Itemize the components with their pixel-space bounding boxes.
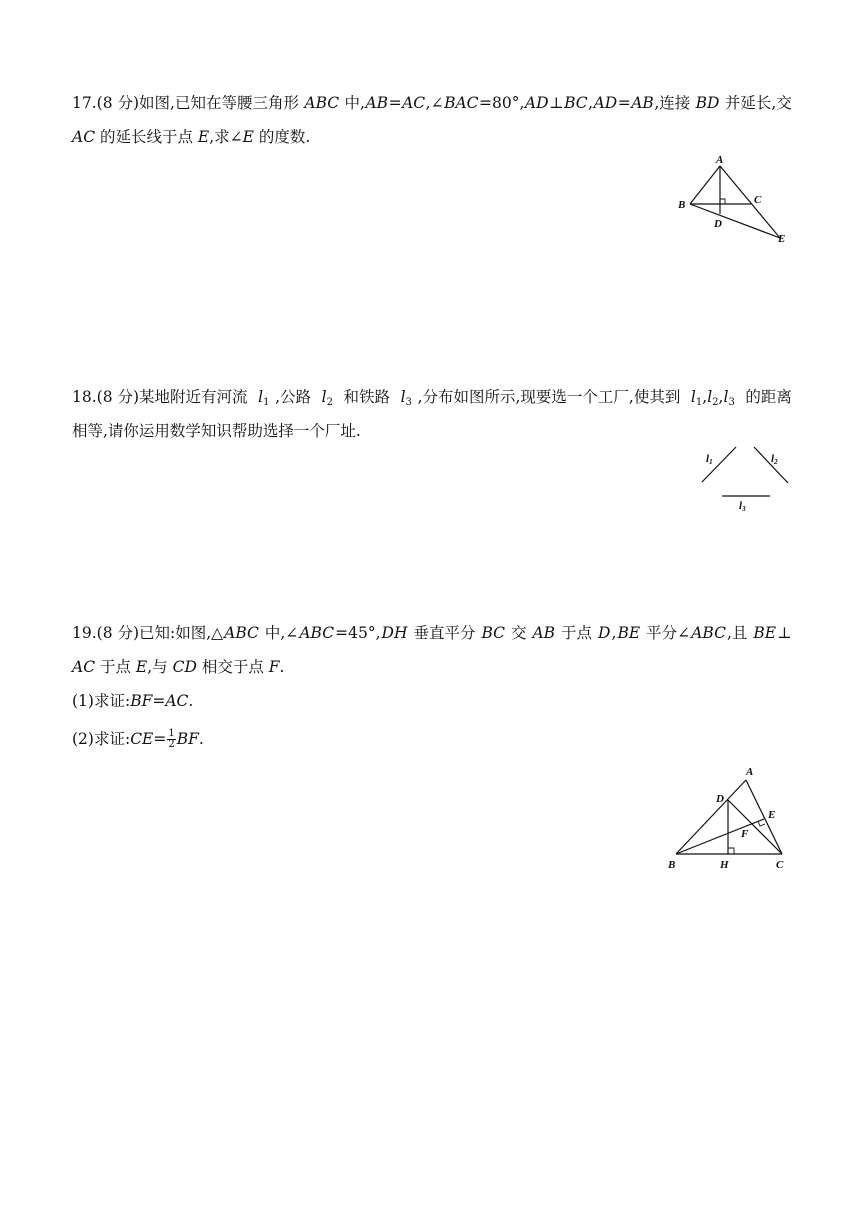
q17-text: E [197,128,210,146]
q19-text: ABC [299,624,335,642]
q19-text: DH [381,624,408,642]
q19-text: F [268,658,280,676]
q18-text: 1 [695,397,703,408]
q19-text: BF [130,692,153,710]
q17-text: =80°, [479,94,525,112]
q18-text: 18.(8 分)某地附近有河流 [72,388,253,406]
q17-text: AB [631,94,654,112]
q18-text: l [400,388,406,406]
q17-figure [672,150,792,250]
q19-text: BF [176,730,199,748]
q18-text: 和铁路 [338,388,395,406]
label-d: D [716,793,724,805]
q18-text: 1 [263,397,270,408]
q19-text: CE [130,730,154,748]
label-l3: l3 [739,500,746,513]
q19-text: 19.(8 分)已知:如图,△ [72,624,224,642]
q18-text: ,分布如图所示,现要选一个工厂,使其到 [417,388,686,406]
q19-text: 平分∠ [641,624,691,642]
q19-text: ABC [691,624,726,642]
q18-text: 2 [712,397,719,408]
q19-text: . [198,730,204,748]
label-e: E [768,809,776,821]
q18-text: 2 [326,397,333,408]
q18-line-2 [72,420,792,442]
q18-text: l [690,388,696,406]
q17-text: AC [72,128,96,146]
q18-text: 相等,请你运用数学知识帮助选择一个厂址. [72,422,361,440]
q19-part-1 [72,690,792,712]
q19-text: ,且 [726,624,753,642]
q19-text: , [611,624,617,642]
label-l1: l1 [706,453,713,466]
q17-line-2 [72,126,792,148]
q18-text: l [723,388,729,406]
q17-text: AB [365,94,389,112]
q19-text: E [135,658,148,676]
q19-text: 于点 [556,624,597,642]
q17-text: ,连接 [654,94,696,112]
q17-text: ⊥ [549,94,564,112]
label-c: C [776,859,784,871]
label-l2: l2 [771,453,778,466]
q18-text: 3 [405,397,412,408]
segment-ba [676,780,746,854]
q19-text: ,与 [147,658,173,676]
fraction-numerator: 1 [168,727,175,739]
q19-text: 中,∠ [259,624,299,642]
q19-text: = [152,692,166,710]
segment-ac [746,780,782,854]
q17-text: = [388,94,402,112]
label-h: H [720,859,729,871]
q19-text: 垂直平分 [408,624,481,642]
q19-part-2 [72,728,792,750]
q17-text: 中, [339,94,365,112]
q18-text: l [321,388,327,406]
segment-ab [690,166,720,204]
right-angle-mark-e [758,821,765,826]
q17-text: E [242,128,254,146]
q18-text: 3 [728,397,735,408]
q19-text: AB [532,624,556,642]
q17-text: AD [593,94,618,112]
q19-text: = [153,730,167,748]
q18-line-1 [72,386,792,408]
q19-text: D [598,624,611,642]
fraction-one-half [167,729,175,750]
q17-text: BC [564,94,588,112]
right-angle-mark-h [728,848,734,854]
q19-line-1 [72,622,792,644]
q17-text: ,∠ [425,94,444,112]
q19-text: BE [753,624,777,642]
q18-text: ,公路 [275,388,316,406]
q18-text: l [707,388,713,406]
q18-text: , [702,388,708,406]
q19-text: . [279,658,285,676]
q18-figure [696,442,796,516]
right-angle-mark [720,199,725,204]
q19-text: ⊥ [777,624,792,642]
q19-text: AC [72,658,96,676]
q17-text: 17.(8 分)如图,已知在等腰三角形 [72,94,304,112]
q19-figure [662,762,792,874]
q18-text: l [258,388,264,406]
q17-text: , [588,94,594,112]
q17-text: AD [524,94,549,112]
q17-line-1 [72,92,792,114]
q19-text: =45°, [335,624,381,642]
q19-text: ABC [224,624,259,642]
label-a: A [716,154,724,166]
fraction-denominator: 2 [168,738,175,750]
q17-text: ,求∠ [209,128,243,146]
label-c: C [754,194,762,206]
q18-text: , [718,388,724,406]
label-b: B [678,199,686,211]
q19-text: . [188,692,194,710]
q19-line-2 [72,656,792,678]
q19-text: AC [165,692,189,710]
q19-text: (1)求证: [72,692,131,710]
label-d: D [714,218,722,230]
label-b: B [668,859,676,871]
q19-text: BE [617,624,641,642]
q17-text: BAC [444,94,479,112]
q18-text: 的距离 [740,388,792,406]
q17-text: = [617,94,631,112]
label-f: F [741,828,749,840]
q17-text: 并延长,交 [720,94,792,112]
q19-text: 相交于点 [196,658,269,676]
segment-be [676,819,764,854]
q19-text: 于点 [95,658,136,676]
q19-text: BC [481,624,505,642]
label-e: E [778,233,786,245]
q17-text: ABC [304,94,340,112]
q19-text: 交 [506,624,532,642]
q17-text: AC [402,94,426,112]
label-a: A [746,766,754,778]
q17-text: 的延长线于点 [95,128,198,146]
q19-text: CD [172,658,197,676]
q19-text: (2)求证: [72,730,131,748]
q17-text: 的度数. [254,128,311,146]
q17-text: BD [695,94,720,112]
